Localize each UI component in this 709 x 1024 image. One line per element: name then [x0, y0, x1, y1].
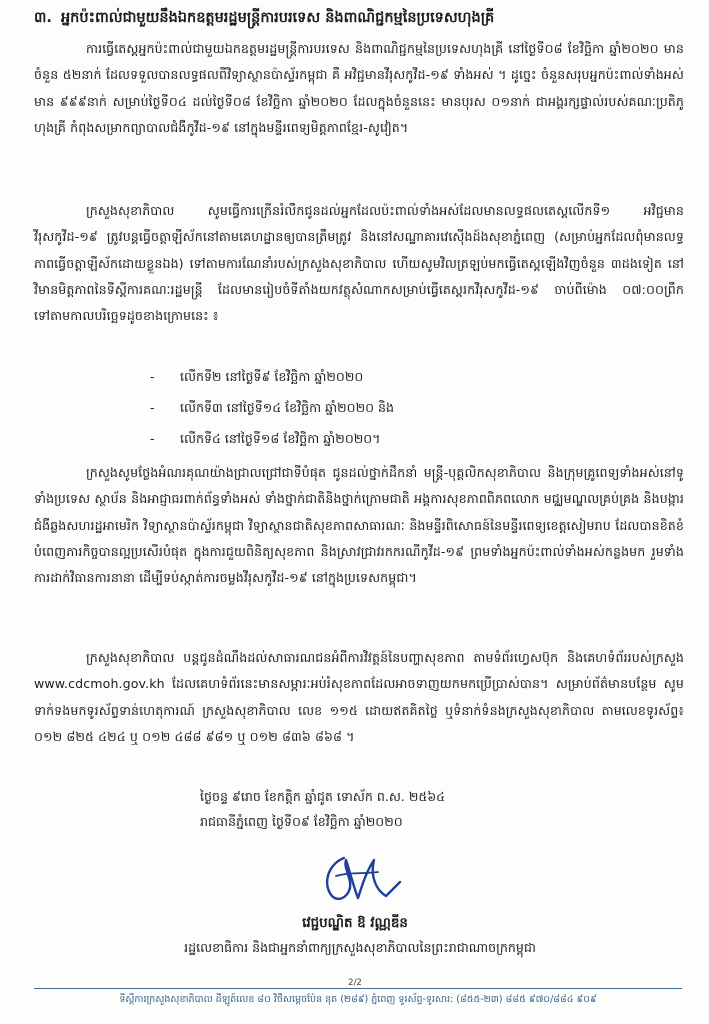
list-item: - លើកទី៤ នៅថ្ងៃទី១៨ ខែវិច្ឆិកា ឆ្នាំ២០២០។: [150, 423, 394, 454]
paragraph-information: ក្រសួងសុខាភិបាល បន្តជូនដំណឹងដល់សាធារណជនអំពីការវិវត្តន៍នៃបញ្ហាសុខភាព តាមទំព័រហ្វេសប៊ុក និងគេហទំព័ររបស់ក្រសួង www.cdcmoh.gov.kh ដែលគេហទំព័រនេះមានសម្ភារៈអប់រំសុខភាពដែលអាចទាញយកមកប្រើប្រាស់បាន។ សម្រាប់ព័ត៌មានបន្ថែម សូមទាក់ទងមកទូរស័ព្ទទាន់ហេតុការណ៍ ក្រសួងសុខាភិបាល លេខ ១១៥ ដោយឥតគិតថ្លៃ ឬទំនាក់ទំនងក្រសួងសុខាភិបាល តាមលេខទូរស័ព្ទ៖ ០១២ ៨២៥ ៤២៤ ឬ ០១២ ៤៨៨ ៩៨១ ឬ ០១២ ៨៣៦ ៨៦៨ ។: [34, 650, 684, 744]
bullet-marker: -: [150, 400, 155, 415]
test-schedule-list: [150, 361, 394, 454]
paragraph-thanks: ក្រសួងសូមថ្លែងអំណរគុណយ៉ាងជ្រាលជ្រៅជាទីបំផុត ជូនដល់ថ្នាក់ដឹកនាំ មន្ត្រី-បុគ្គលិកសុខាភិបាល និងក្រុមគ្រូពេទ្យទាំងអស់នៅទូទាំងប្រទេស ស្ថាប័ន និងអាជ្ញាធរពាក់ព័ន្ធទាំងអស់ ទាំងថ្នាក់ជាតិនិងថ្នាក់ក្រោមជាតិ អង្គការសុខភាពពិភពលោក មជ្ឈមណ្ឌលគ្រប់គ្រង និងបង្ការជំងឺឆ្លងសហរដ្ឋអាមេរិក វិទ្យាស្ថានប៉ាស្ទ័រកម្ពុជា វិទ្យាស្ថានជាតិសុខភាពសាធារណៈ និងមន្ទីរពិសោធន៍នៃមន្ទីរពេទ្យខេត្តសៀមរាប ដែលបានខិតខំបំពេញភារកិច្ចបានល្អប្រសើរបំផុត ក្នុងការជួយពិនិត្យសុខភាព និងស្រាវជ្រាវរកករណីកូវីដ-១៩ ព្រមទាំងអ្នកប៉ះពាល់ទាំងអស់កន្លងមក រួមទាំងការដាក់វិធានការនានា ដើម្បីទប់ស្កាត់ការចម្លងវីរុសកូវីដ-១៩ នៅក្នុងប្រទេសកម្ពុជា។: [34, 465, 684, 586]
list-item: - លើកទី២ នៅថ្ងៃទី៩ ខែវិច្ឆិកា ឆ្នាំ២០២០: [150, 361, 394, 392]
section-title: អ្នកប៉ះពាល់ជាមួយនឹងឯកឧត្តមរដ្ឋមន្ត្រីការបរទេស និងពាណិជ្ជកម្មនៃប្រទេសហុងគ្រី: [60, 10, 495, 26]
date-block: [200, 784, 560, 834]
signer-name: វេជ្ជបណ្ឌិត ឱ វណ្ណឌីន: [302, 916, 408, 931]
page-number: 2/2: [348, 978, 362, 988]
bullet-marker: -: [150, 431, 155, 446]
signer-title: រដ្ឋលេខាធិការ និងជាអ្នកនាំពាក្យក្រសួងសុខាភិបាលនៃព្រះរាជាណាចក្រកម្ពុជា: [184, 940, 536, 955]
footer-divider: [34, 988, 682, 989]
section-number: ៣.: [34, 10, 52, 26]
list-item: - លើកទី៣ នៅថ្ងៃទី១៤ ខែវិច្ឆិកា ឆ្នាំ២០២០ និង: [150, 392, 394, 423]
place-date: រាជធានីភ្នំពេញ ថ្ងៃទី០៩ ខែវិច្ឆិកា ឆ្នាំ២០២០: [200, 814, 403, 829]
footer-address: ទីស្តីការក្រសួងសុខាភិបាល ដីឡូត៍លេខ ៨០ វិថីសម្តេចប៉ែន នុត (២៨៩) ភ្នំពេញ ទូរស័ព្ទ-ទូរសារ: (៨៥៥-២៣) ៨៨៥ ៩៧០/៨៨៤ ៩០៩: [119, 994, 597, 1005]
paragraph-quarantine-reminder: ក្រសួងសុខាភិបាល សូមធ្វើការក្រើនរំលឹកជូនដល់អ្នកដែលប៉ះពាល់ទាំងអស់ដែលមានលទ្ធផលតេស្តលើកទី១ អវិជ្ជមានវីរុសកូវីដ-១៩ ត្រូវបន្តធ្វើចត្តាឡីស័កនៅតាមគេហដ្ឋានឲ្យបានត្រឹមត្រូវ និងនៅសណ្ឋាគារវេស៊ើងដ៍ងសុខាភ្នំពេញ (សម្រាប់អ្នកដែលពុំមានលទ្ធភាពធ្វើចត្តាឡីស័កដោយខ្លួនឯង) ទៅតាមការណែនាំរបស់ក្រសួងសុខាភិបាល ហើយសូមវិលត្រឡប់មកធ្វើតេស្តឡើងវិញចំនួន ៣ដងទៀត នៅវិមានមិត្តភាពនៃទីស្តីការគណៈរដ្ឋមន្ត្រី ដែលមានរៀបចំទីតាំងយកវត្ថុសំណាកសម្រាប់ធ្វើតេស្តរកវីរុសកូវីដ-១៩ ចាប់ពីម៉ោង ០៧:០០ព្រឹក ទៅតាមកាលបរិច្ឆេទដូចខាងក្រោមនេះ ៖: [34, 203, 684, 324]
lunar-date: ថ្ងៃចន្ទ ៩រោច ខែកត្តិក ឆ្នាំជូត ទោស័ក ព.ស. ២៥៦៤: [200, 789, 446, 804]
bullet-marker: -: [150, 369, 155, 384]
signature-mark: [306, 846, 406, 908]
section-heading: [34, 8, 684, 28]
paragraph-contact-tests: ការធ្វើតេស្តអ្នកប៉ះពាល់ជាមួយឯកឧត្តមរដ្ឋមន្ត្រីការបរទេស និងពាណិជ្ជកម្មនៃប្រទេសហុងគ្រី នៅថ្ងៃទី០៨ ខែវិច្ឆិកា ឆ្នាំ២០២០ មានចំនួន ៥២នាក់ ដែលទទួលបានលទ្ធផលពីវិទ្យាស្ថានប៉ាស្ទ័រកម្ពុជា គឺ អវិជ្ជមានវីរុសកូវីដ-១៩ ទាំងអស់ ។ ដូច្នេះ ចំនួនសរុបអ្នកប៉ះពាល់ទាំងអស់មាន ៩៩៩នាក់ សម្រាប់ថ្ងៃទី០៤ ដល់ថ្ងៃទី០៨ ខែវិច្ឆិកា ឆ្នាំ២០២០ ដែលក្នុងចំនួននេះ មានបុរស ០១នាក់ ជាអង្គរក្សផ្ទាល់របស់គណៈប្រតិភូហុងគ្រី កំពុងសម្រាកព្យាបាលជំងឺកូវីដ-១៩ នៅក្នុងមន្ទីរពេទ្យមិត្តភាពខ្មែរ-សូវៀត។: [34, 41, 684, 135]
